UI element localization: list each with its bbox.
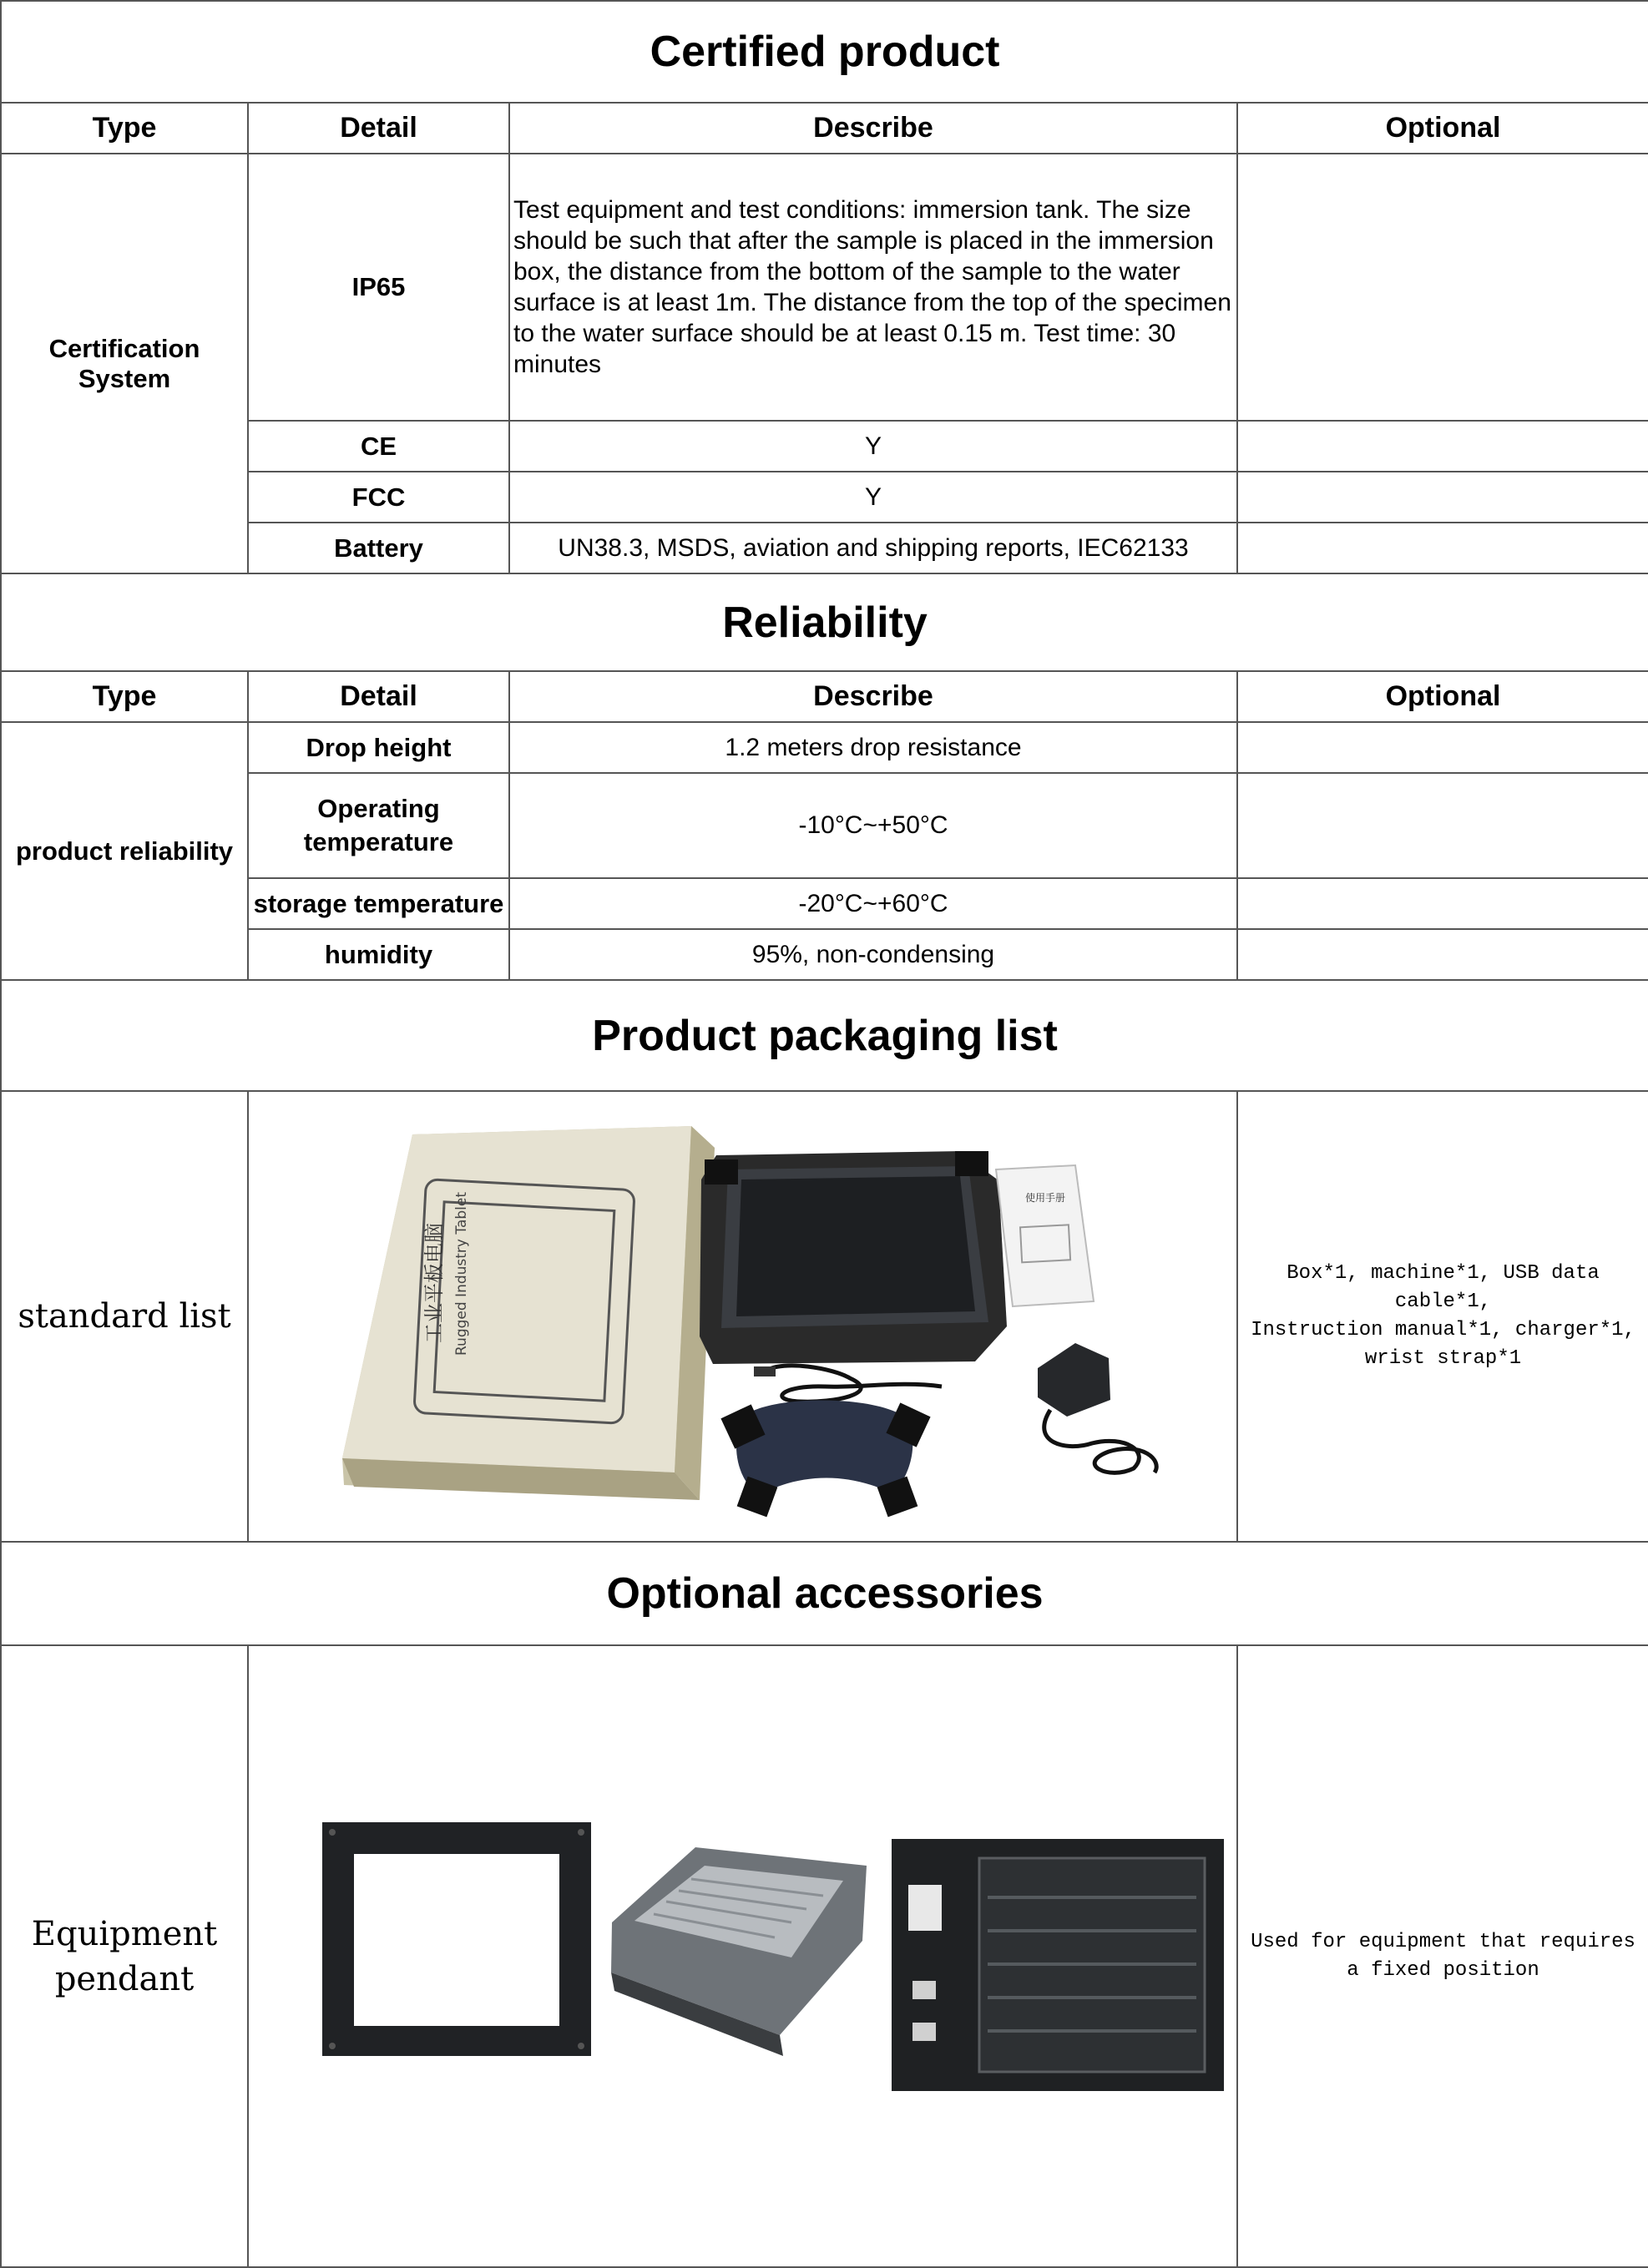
detail-battery: Battery	[248, 523, 509, 573]
optional-fcc	[1237, 472, 1648, 523]
header-optional: Optional	[1237, 671, 1648, 722]
pendant-frame-back-image	[892, 1839, 1224, 2091]
detail-ce: CE	[248, 421, 509, 472]
standard-list-label: standard list	[1, 1091, 248, 1542]
accessories-title: Optional accessories	[1, 1542, 1648, 1645]
reliability-title: Reliability	[1, 573, 1648, 671]
retail-box-image	[342, 1126, 715, 1500]
tablet-image	[700, 1151, 1007, 1364]
accessories-photo	[248, 1645, 1237, 2267]
certified-title: Certified product	[1, 1, 1648, 103]
header-detail: Detail	[248, 671, 509, 722]
optional-humidity	[1237, 929, 1648, 980]
usb-plug-icon	[754, 1366, 776, 1376]
optional-ip65	[1237, 154, 1648, 421]
describe-operating-temperature: -10°C~+50°C	[509, 773, 1237, 878]
pendant-illustration	[249, 1647, 1237, 2265]
describe-humidity: 95%, non-condensing	[509, 929, 1237, 980]
box-text-en: Rugged Industry Tablet	[453, 1191, 470, 1356]
detail-operating-temperature: Operating temperature	[248, 773, 509, 878]
describe-storage-temperature: -20°C~+60°C	[509, 878, 1237, 929]
detail-storage-temperature: storage temperature	[248, 878, 509, 929]
equipment-pendant-label: Equipment pendant	[1, 1645, 248, 2267]
accessories-description: Used for equipment that requires a fixed position	[1237, 1645, 1648, 2267]
optional-storage-temperature	[1237, 878, 1648, 929]
describe-drop-height: 1.2 meters drop resistance	[509, 722, 1237, 773]
describe-ip65: Test equipment and test conditions: immersion tank. The size should be such that after the sample is placed in the immersion box, the distance from the bottom of the sample to the water surface is at least 1m. The distance from the top of the specimen to the water surface should be at least 0.15 m. Test time: 30 minutes	[509, 154, 1237, 421]
header-type: Type	[1, 671, 248, 722]
packaging-photo	[248, 1091, 1237, 1542]
optional-battery	[1237, 523, 1648, 573]
header-describe: Describe	[509, 671, 1237, 722]
describe-fcc: Y	[509, 472, 1237, 523]
describe-battery: UN38.3, MSDS, aviation and shipping reports, IEC62133	[509, 523, 1237, 573]
detail-humidity: humidity	[248, 929, 509, 980]
pendant-frame-front-image	[322, 1822, 591, 2056]
optional-drop-height	[1237, 722, 1648, 773]
header-detail: Detail	[248, 103, 509, 154]
detail-drop-height: Drop height	[248, 722, 509, 773]
pendant-angled-image	[611, 1847, 867, 2056]
detail-ip65: IP65	[248, 154, 509, 421]
manual-image	[996, 1165, 1094, 1306]
packaging-title: Product packaging list	[1, 980, 1648, 1091]
certification-system-label: Certification System	[1, 154, 248, 573]
product-reliability-label: product reliability	[1, 722, 248, 980]
usb-cable-image	[766, 1366, 942, 1402]
detail-fcc: FCC	[248, 472, 509, 523]
wrist-strap-image	[720, 1400, 930, 1517]
charger-image	[1038, 1343, 1156, 1472]
optional-ce	[1237, 421, 1648, 472]
header-describe: Describe	[509, 103, 1237, 154]
packaging-description: Box*1, machine*1, USB data cable*1, Instruction manual*1, charger*1, wrist strap*1	[1237, 1091, 1648, 1542]
packaging-illustration	[249, 1093, 1237, 1540]
describe-ce: Y	[509, 421, 1237, 472]
header-type: Type	[1, 103, 248, 154]
header-optional: Optional	[1237, 103, 1648, 154]
optional-operating-temperature	[1237, 773, 1648, 878]
box-text-cn: 工业平板电脑	[422, 1223, 446, 1343]
manual-title-text: 使用手册	[1025, 1192, 1066, 1204]
